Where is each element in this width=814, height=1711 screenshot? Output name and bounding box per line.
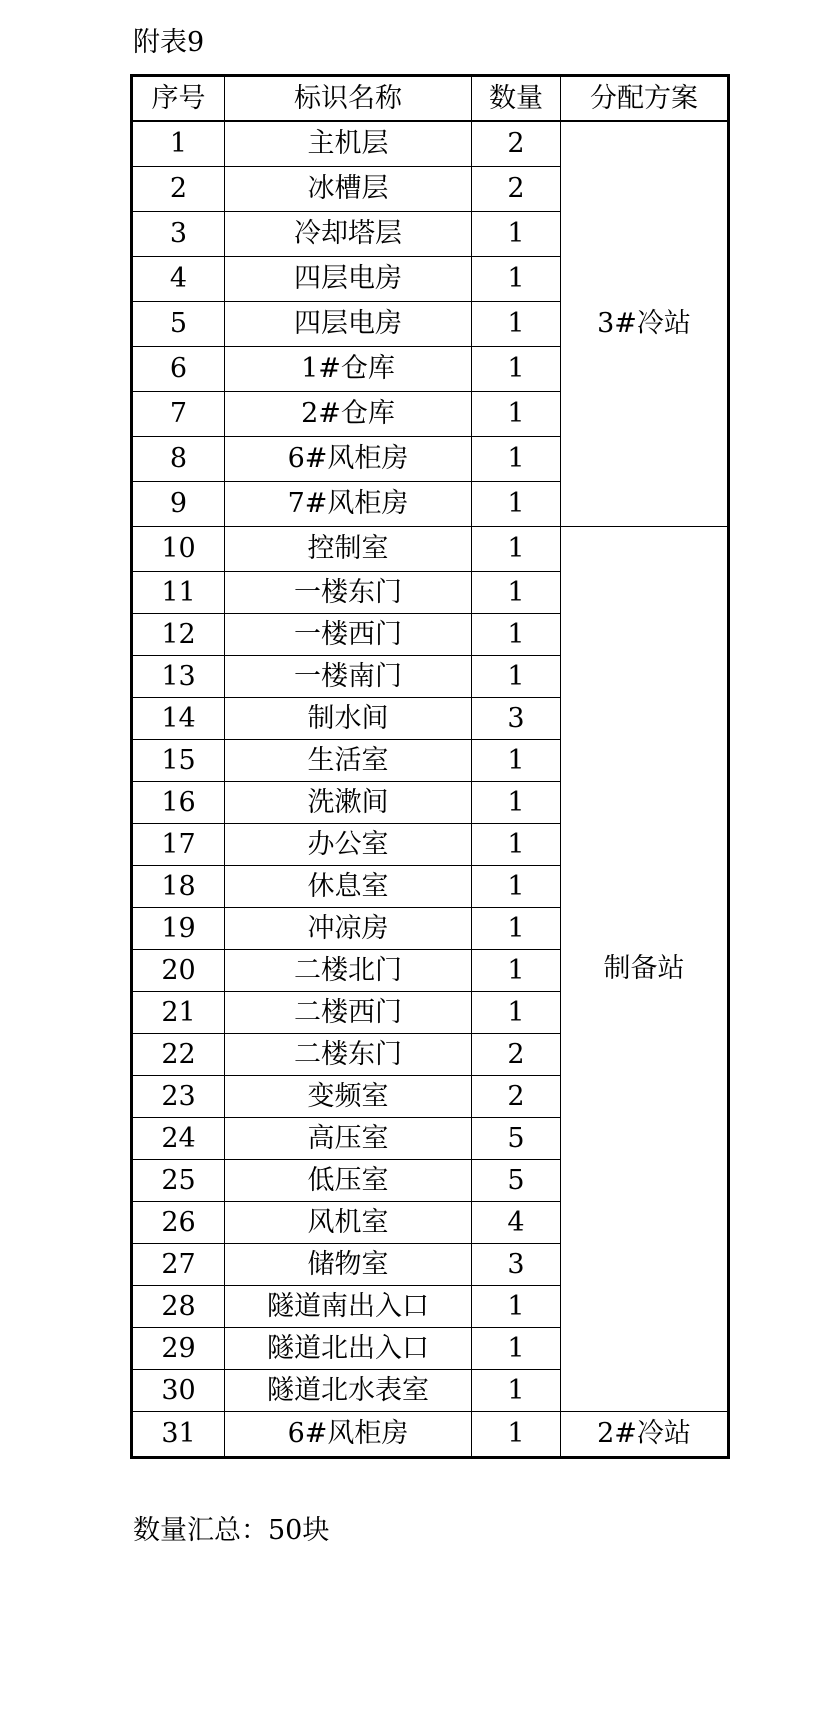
row-name: 冷却塔层	[225, 212, 472, 257]
row-name: 7#风柜房	[225, 482, 472, 527]
row-name: 二楼东门	[225, 1034, 472, 1076]
row-index: 4	[133, 257, 225, 302]
row-name: 一楼南门	[225, 656, 472, 698]
row-quantity: 1	[472, 740, 561, 782]
row-quantity: 1	[472, 1328, 561, 1370]
row-name: 二楼北门	[225, 950, 472, 992]
row-name: 变频室	[225, 1076, 472, 1118]
row-quantity: 1	[472, 908, 561, 950]
row-index: 23	[133, 1076, 225, 1118]
row-index: 22	[133, 1034, 225, 1076]
row-index: 20	[133, 950, 225, 992]
header-index: 序号	[133, 77, 225, 122]
row-index: 25	[133, 1160, 225, 1202]
row-index: 24	[133, 1118, 225, 1160]
row-quantity: 1	[472, 527, 561, 572]
row-name: 四层电房	[225, 257, 472, 302]
row-name: 一楼西门	[225, 614, 472, 656]
row-allocation: 3#冷站	[561, 121, 728, 527]
row-name: 生活室	[225, 740, 472, 782]
row-name: 休息室	[225, 866, 472, 908]
row-quantity: 3	[472, 698, 561, 740]
row-quantity: 1	[472, 347, 561, 392]
header-name: 标识名称	[225, 77, 472, 122]
row-name: 冲凉房	[225, 908, 472, 950]
header-quantity: 数量	[472, 77, 561, 122]
row-name: 2#仓库	[225, 392, 472, 437]
row-index: 15	[133, 740, 225, 782]
row-name: 风机室	[225, 1202, 472, 1244]
row-index: 2	[133, 167, 225, 212]
row-index: 27	[133, 1244, 225, 1286]
row-index: 9	[133, 482, 225, 527]
row-quantity: 1	[472, 1286, 561, 1328]
row-quantity: 1	[472, 482, 561, 527]
row-quantity: 1	[472, 782, 561, 824]
row-name: 冰槽层	[225, 167, 472, 212]
row-index: 7	[133, 392, 225, 437]
header-allocation: 分配方案	[561, 77, 728, 122]
row-quantity: 1	[472, 437, 561, 482]
row-index: 13	[133, 656, 225, 698]
row-quantity: 2	[472, 167, 561, 212]
row-name: 高压室	[225, 1118, 472, 1160]
row-quantity: 4	[472, 1202, 561, 1244]
row-quantity: 1	[472, 572, 561, 614]
row-quantity: 1	[472, 1412, 561, 1457]
row-name: 洗漱间	[225, 782, 472, 824]
row-quantity: 1	[472, 614, 561, 656]
row-index: 17	[133, 824, 225, 866]
row-name: 主机层	[225, 121, 472, 167]
row-index: 21	[133, 992, 225, 1034]
row-name: 隧道北水表室	[225, 1370, 472, 1412]
row-index: 3	[133, 212, 225, 257]
row-index: 6	[133, 347, 225, 392]
row-name: 办公室	[225, 824, 472, 866]
row-name: 一楼东门	[225, 572, 472, 614]
row-index: 12	[133, 614, 225, 656]
allocation-table	[130, 74, 730, 1459]
row-quantity: 5	[472, 1118, 561, 1160]
table-row	[133, 121, 728, 167]
table-body	[133, 121, 728, 1457]
row-index: 8	[133, 437, 225, 482]
row-index: 14	[133, 698, 225, 740]
row-quantity: 1	[472, 392, 561, 437]
row-index: 19	[133, 908, 225, 950]
row-index: 26	[133, 1202, 225, 1244]
row-index: 29	[133, 1328, 225, 1370]
row-quantity: 5	[472, 1160, 561, 1202]
row-index: 28	[133, 1286, 225, 1328]
row-name: 二楼西门	[225, 992, 472, 1034]
quantity-total: 数量汇总：50块	[133, 1515, 330, 1546]
row-quantity: 1	[472, 866, 561, 908]
row-name: 四层电房	[225, 302, 472, 347]
table-caption: 附表9	[133, 27, 205, 58]
table-row	[133, 1412, 728, 1457]
row-index: 16	[133, 782, 225, 824]
row-quantity: 1	[472, 212, 561, 257]
row-name: 控制室	[225, 527, 472, 572]
row-index: 31	[133, 1412, 225, 1457]
header-row	[133, 77, 728, 122]
row-quantity: 1	[472, 257, 561, 302]
row-quantity: 3	[472, 1244, 561, 1286]
row-allocation: 制备站	[561, 527, 728, 1412]
row-quantity: 1	[472, 824, 561, 866]
row-index: 10	[133, 527, 225, 572]
row-quantity: 2	[472, 121, 561, 167]
row-name: 隧道北出入口	[225, 1328, 472, 1370]
row-name: 低压室	[225, 1160, 472, 1202]
row-name: 隧道南出入口	[225, 1286, 472, 1328]
row-allocation: 2#冷站	[561, 1412, 728, 1457]
row-index: 5	[133, 302, 225, 347]
row-name: 6#风柜房	[225, 437, 472, 482]
row-quantity: 1	[472, 1370, 561, 1412]
row-index: 30	[133, 1370, 225, 1412]
row-name: 6#风柜房	[225, 1412, 472, 1457]
row-index: 11	[133, 572, 225, 614]
row-quantity: 1	[472, 992, 561, 1034]
row-quantity: 1	[472, 950, 561, 992]
row-quantity: 1	[472, 656, 561, 698]
row-name: 1#仓库	[225, 347, 472, 392]
row-quantity: 2	[472, 1076, 561, 1118]
row-name: 储物室	[225, 1244, 472, 1286]
row-index: 18	[133, 866, 225, 908]
row-name: 制水间	[225, 698, 472, 740]
row-index: 1	[133, 121, 225, 167]
row-quantity: 1	[472, 302, 561, 347]
table-row	[133, 527, 728, 572]
row-quantity: 2	[472, 1034, 561, 1076]
